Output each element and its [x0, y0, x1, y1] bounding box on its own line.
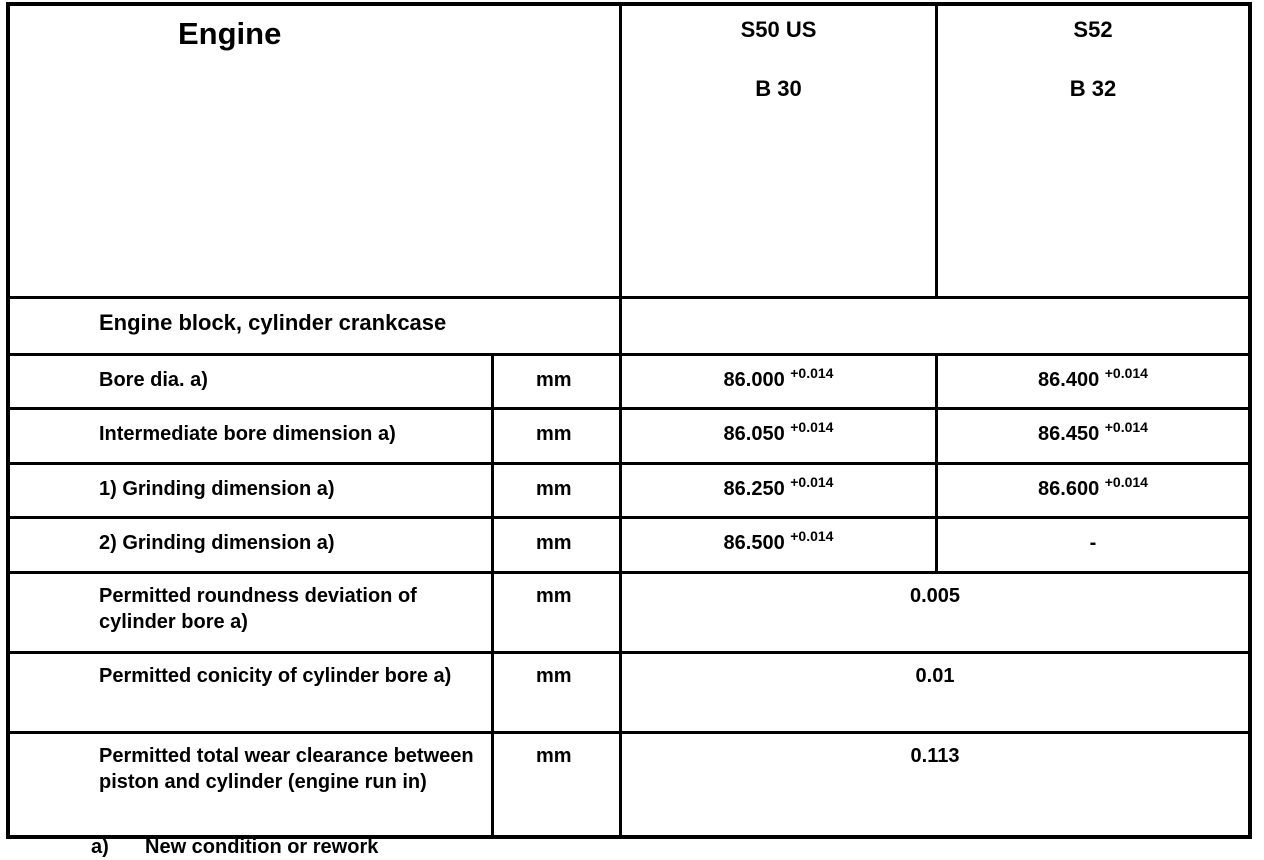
- row-unit: mm: [536, 585, 572, 607]
- row-label: 2) Grinding dimension a): [99, 532, 335, 554]
- engine-title: Engine: [178, 16, 282, 51]
- section-heading: Engine block, cylinder crankcase: [99, 310, 447, 335]
- row-unit: mm: [536, 665, 572, 687]
- row-value-s52: 86.600 $^{+0.014}$: [1038, 474, 1148, 500]
- row-value-s52: 86.400 $^{+0.014}$: [1038, 365, 1148, 391]
- row-unit: mm: [536, 369, 572, 391]
- row-value-s52: 86.450 $^{+0.014}$: [1038, 419, 1148, 445]
- row-value-s52: -: [1089, 532, 1097, 554]
- row-value-s50: 86.050 $^{+0.014}$: [723, 419, 834, 445]
- row-unit: mm: [536, 478, 572, 500]
- row-label: 1) Grinding dimension a): [99, 478, 335, 500]
- row-label: Bore dia. a): [99, 369, 208, 391]
- row-unit: mm: [536, 423, 572, 445]
- row-unit: mm: [536, 532, 572, 554]
- footnote-text: New condition or rework: [145, 836, 379, 858]
- row-value-s50: 86.000 $^{+0.014}$: [723, 365, 834, 391]
- footnote-marker: a): [91, 836, 109, 858]
- row-label: Intermediate bore dimension a): [99, 423, 396, 445]
- row-value-s50: 86.500 $^{+0.014}$: [723, 528, 834, 554]
- row-value-merged: 0.005: [909, 585, 961, 607]
- row-value-s50: 86.250 $^{+0.014}$: [723, 474, 834, 500]
- row-unit: mm: [536, 745, 572, 767]
- row-value-merged: 0.113: [910, 745, 960, 767]
- row-label: Permitted roundness deviation of cylinder bore a): [99, 585, 417, 633]
- row-value-merged: 0.01: [915, 665, 955, 687]
- col-s52-variant: B 32: [1069, 76, 1117, 101]
- row-label: Permitted total wear clearance between piston and cylinder (engine run in): [99, 745, 474, 793]
- col-s52-model: S52: [1073, 17, 1113, 42]
- col-s50-variant: B 30: [755, 76, 802, 101]
- row-label: Permitted conicity of cylinder bore a): [99, 665, 452, 687]
- col-s50-model: S50 US: [740, 17, 817, 42]
